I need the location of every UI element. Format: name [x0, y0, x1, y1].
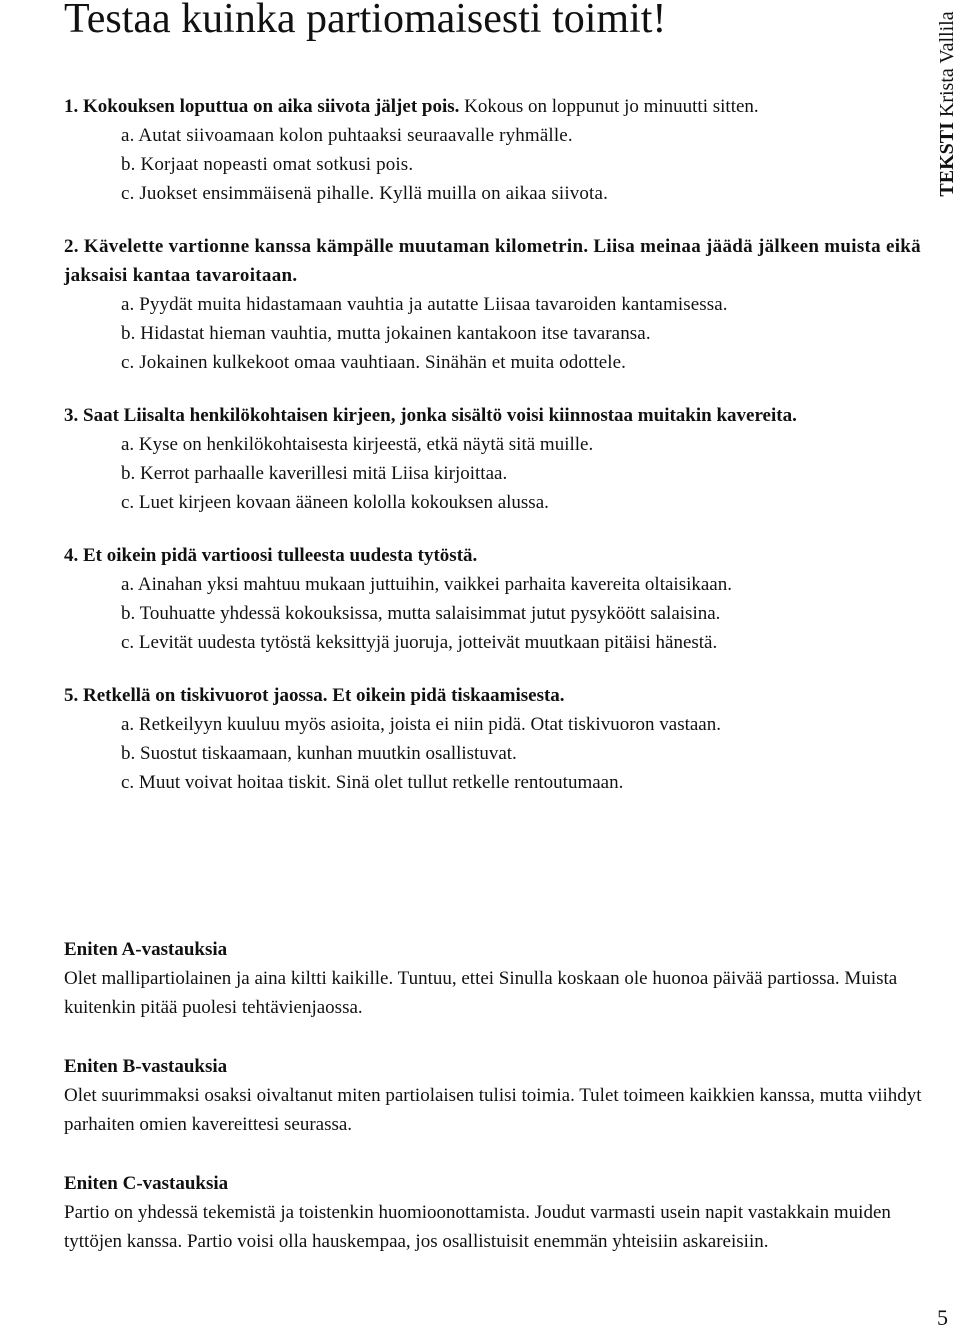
question-1-rest: Kokous on loppunut jo minuutti sitten. [459, 96, 759, 117]
page-number: 5 [937, 1305, 948, 1330]
question-4-option-b: b. Touhuatte yhdessä kokouksissa, mutta salaisimmat jutut pysyköött salaisina. [121, 603, 721, 624]
question-5-text: 5. Retkellä on tiskivuorot jaossa. Et oikein pidä tiskaamisesta. [64, 685, 565, 706]
quiz-questions [64, 92, 930, 821]
result-a-heading: Eniten A-vastauksia [64, 939, 228, 960]
question-2-option-c: c. Jokainen kulkekoot omaa vauhtiaan. Sinähän et muita odottele. [121, 352, 627, 373]
result-c-heading: Eniten C-vastauksia [64, 1173, 229, 1194]
question-2-option-b: b. Hidastat hieman vauhtia, mutta jokainen kantakoon itse tavaransa. [121, 323, 651, 344]
result-b-text: Olet suurimmaksi osaksi oivaltanut miten partiolaisen tulisi toimia. Tulet toimeen kaikkien kanssa, mutta viihdyt parhaiten omien kavereittesi seurassa. [64, 1085, 922, 1135]
question-3 [64, 401, 930, 517]
question-4-options [64, 570, 930, 657]
question-4 [64, 541, 930, 657]
question-1-options [64, 121, 930, 208]
question-3-text: 3. Saat Liisalta henkilökohtaisen kirjeen, jonka sisältö voisi kiinnostaa muitakin kavereita. [64, 405, 797, 426]
result-b-heading: Eniten B-vastauksia [64, 1056, 228, 1077]
question-2-options [64, 290, 930, 377]
question-5-option-a: a. Retkeilyyn kuuluu myös asioita, joista ei niin pidä. Otat tiskivuoron vastaan. [121, 714, 721, 735]
question-5-options [64, 710, 930, 797]
result-b [64, 1052, 944, 1139]
question-3-option-a: a. Kyse on henkilökohtaisesta kirjeestä, etkä näytä sitä muille. [121, 434, 594, 455]
question-5 [64, 681, 930, 797]
result-c [64, 1169, 944, 1256]
question-4-text: 4. Et oikein pidä vartioosi tulleesta uudesta tytöstä. [64, 545, 478, 566]
quiz-results [64, 935, 944, 1286]
question-4-option-a: a. Ainahan yksi mahtuu mukaan juttuihin, vaikkei parhaita kavereita oltaisikaan. [121, 574, 732, 595]
result-a-text: Olet mallipartiolainen ja aina kiltti kaikille. Tuntuu, ettei Sinulla koskaan ole huonoa päivää partiossa. Muista kuitenkin pitää puolesi tehtävienjaossa. [64, 968, 898, 1018]
question-1-lead: 1. Kokouksen loputtua on aika siivota jäljet pois. [64, 96, 460, 117]
question-3-option-c: c. Luet kirjeen kovaan ääneen kololla kokouksen alussa. [121, 492, 549, 513]
question-5-option-c: c. Muut voivat hoitaa tiskit. Sinä olet tullut retkelle rentoutumaan. [121, 772, 624, 793]
question-1-text [64, 92, 930, 121]
result-c-text: Partio on yhdessä tekemistä ja toistenkin huomioonottamista. Joudut varmasti usein napit vastakkain muiden tyttöjen kanssa. Partio voisi olla hauskempaa, jos osallistuisit enemmän yhteisiin askareisiin. [64, 1202, 891, 1252]
question-1-option-b: b. Korjaat nopeasti omat sotkusi pois. [121, 154, 414, 175]
question-2-option-a: a. Pyydät muita hidastamaan vauhtia ja autatte Liisaa tavaroiden kantamisessa. [121, 294, 728, 315]
question-3-option-b: b. Kerrot parhaalle kaverillesi mitä Liisa kirjoittaa. [121, 463, 508, 484]
author-credit [936, 11, 958, 196]
question-2 [64, 232, 930, 377]
question-3-options [64, 430, 930, 517]
question-4-option-c: c. Levität uudesta tytöstä keksittyjä juoruja, jotteivät muutkaan pitäisi hänestä. [121, 632, 718, 653]
question-5-option-b: b. Suostut tiskaamaan, kunhan muutkin osallistuvat. [121, 743, 517, 764]
question-1-option-c: c. Juokset ensimmäisenä pihalle. Kyllä muilla on aikaa siivota. [121, 183, 608, 204]
page-title: Testaa kuinka partiomaisesti toimit! [64, 0, 667, 42]
question-1 [64, 92, 930, 208]
question-1-option-a: a. Autat siivoamaan kolon puhtaaksi seuraavalle ryhmälle. [121, 125, 573, 146]
question-2-text: 2. Kävelette vartionne kanssa kämpälle muutaman kilometrin. Liisa meinaa jäädä jälkeen muista eikä jaksaisi kantaa tavaroitaan. [64, 236, 921, 286]
credit-name: Krista Vallila [936, 11, 958, 118]
result-a [64, 935, 944, 1022]
credit-label: TEKSTI [936, 122, 958, 197]
